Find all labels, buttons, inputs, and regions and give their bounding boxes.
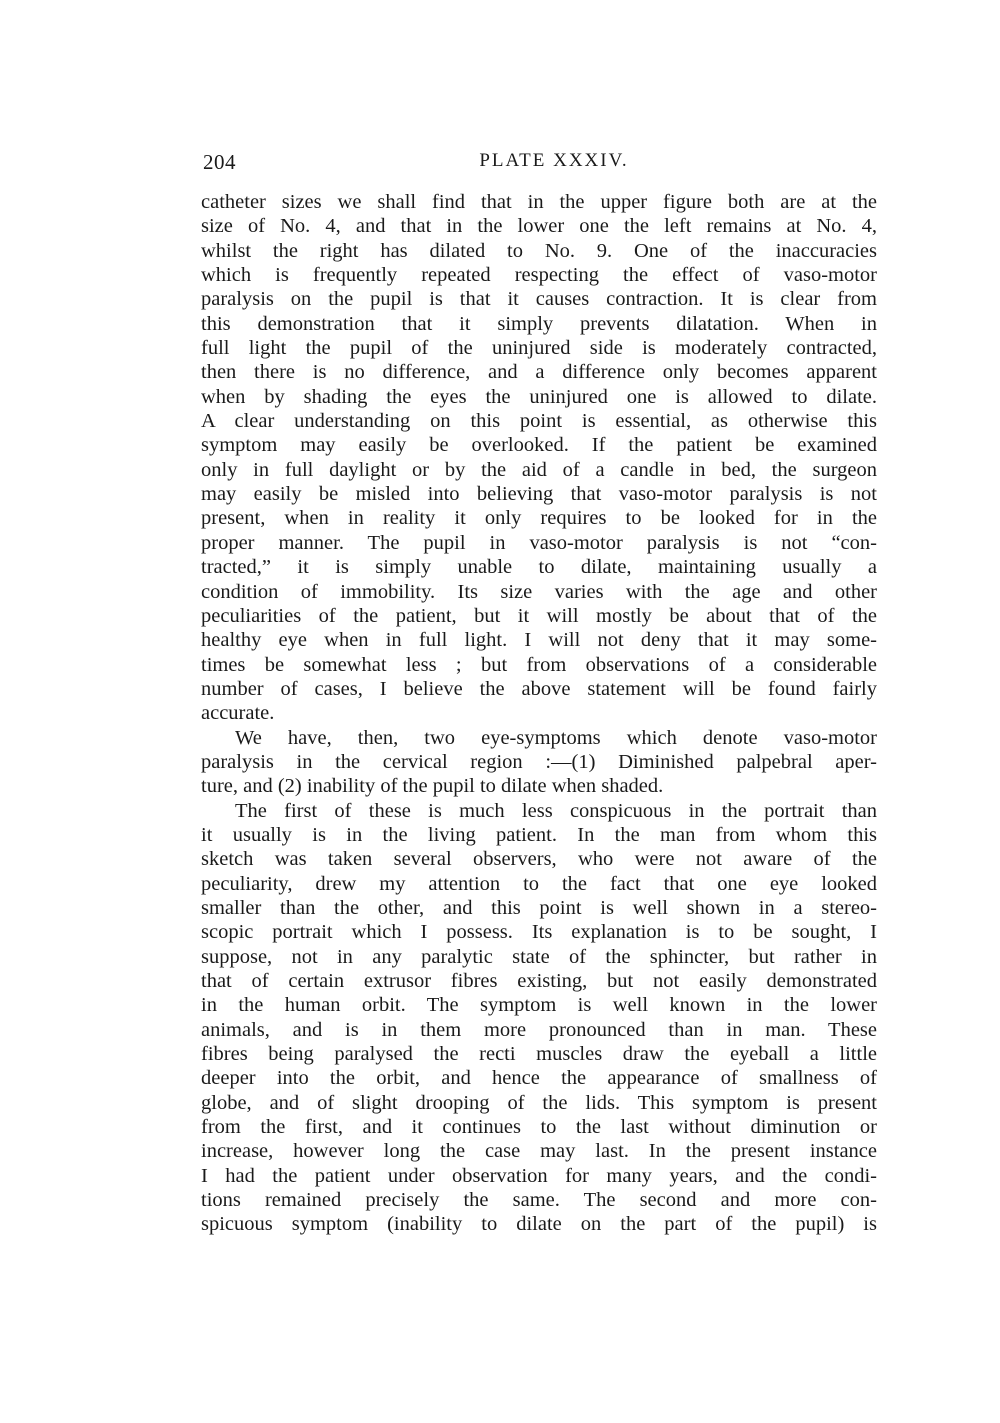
text-line: I had the patient under observation for many years, and the condi- bbox=[201, 1164, 877, 1187]
text-line: accurate. bbox=[201, 702, 275, 725]
text-line: it usually is in the living patient. In the man from whom this bbox=[201, 823, 877, 846]
page-number: 204 bbox=[203, 150, 236, 174]
text-line: in the human orbit. The symptom is well known in the lower bbox=[201, 994, 877, 1017]
text-line: proper manner. The pupil in vaso-motor paralysis is not “con- bbox=[201, 531, 877, 554]
text-line: may easily be misled into believing that vaso-motor paralysis is not bbox=[201, 483, 877, 506]
text-line: whilst the right has dilated to No. 9. One of the inaccuracies bbox=[201, 239, 877, 262]
text-line: peculiarities of the patient, but it will mostly be about that of the bbox=[201, 604, 877, 627]
text-line: tions remained precisely the same. The second and more con- bbox=[201, 1189, 877, 1212]
text-line: tracted,” it is simply unable to dilate, maintaining usually a bbox=[201, 556, 877, 579]
text-line: increase, however long the case may last. In the present instance bbox=[201, 1140, 877, 1163]
text-line: this demonstration that it simply prevents dilatation. When in bbox=[201, 312, 877, 335]
text-line: fibres being paralysed the recti muscles draw the eyeball a little bbox=[201, 1043, 877, 1066]
plate-title: PLATE XXXIV. bbox=[479, 150, 629, 171]
text-line: animals, and is in them more pronounced than in man. These bbox=[201, 1018, 877, 1041]
text-line: suppose, not in any paralytic state of the sphincter, but rather in bbox=[201, 945, 877, 968]
text-line: that of certain extrusor fibres existing, but not easily demonstrated bbox=[201, 970, 877, 992]
text-line: A clear understanding on this point is essential, as otherwise this bbox=[201, 410, 877, 433]
text-line: sketch was taken several observers, who were not aware of the bbox=[201, 848, 877, 871]
text-line: scopic portrait which I possess. Its explanation is to be sought, I bbox=[201, 921, 877, 944]
text-line: catheter sizes we shall find that in the upper figure both are at the bbox=[201, 191, 877, 213]
text-line: healthy eye when in full light. I will not deny that it may some- bbox=[201, 629, 877, 652]
text-line: We have, then, two eye-symptoms which denote vaso-motor bbox=[235, 726, 877, 749]
text-line: globe, and of slight drooping of the lids. This symptom is present bbox=[201, 1091, 877, 1114]
text-line: which is frequently repeated respecting the effect of vaso-motor bbox=[201, 264, 877, 287]
text-line: size of No. 4, and that in the lower one the left remains at No. 4, bbox=[201, 215, 877, 238]
text-line: spicuous symptom (inability to dilate on the part of the pupil) is bbox=[201, 1213, 877, 1236]
text-line: times be somewhat less ; but from observations of a considerable bbox=[201, 653, 877, 676]
text-line: number of cases, I believe the above statement will be found fairly bbox=[201, 677, 877, 700]
text-line: when by shading the eyes the uninjured one is allowed to dilate. bbox=[201, 385, 877, 408]
text-line: deeper into the orbit, and hence the appearance of smallness of bbox=[201, 1067, 877, 1090]
text-line: paralysis in the cervical region :—(1) Diminished palpebral aper- bbox=[201, 750, 877, 773]
text-line: from the first, and it continues to the last without diminution or bbox=[201, 1116, 877, 1139]
body-text bbox=[201, 190, 877, 1237]
text-line: condition of immobility. Its size varies with the age and other bbox=[201, 580, 877, 603]
text-line: only in full daylight or by the aid of a candle in bed, the surgeon bbox=[201, 458, 877, 481]
running-head bbox=[203, 150, 875, 180]
text-line: symptom may easily be overlooked. If the patient be examined bbox=[201, 434, 877, 457]
text-line: The first of these is much less conspicuous in the portrait than bbox=[235, 799, 877, 822]
text-line: ture, and (2) inability of the pupil to dilate when shaded. bbox=[201, 775, 664, 798]
text-line: paralysis on the pupil is that it causes contraction. It is clear from bbox=[201, 288, 877, 311]
text-line: present, when in reality it only requires to be looked for in the bbox=[201, 507, 877, 530]
text-line: smaller than the other, and this point is well shown in a stereo- bbox=[201, 896, 877, 919]
text-line: then there is no difference, and a difference only becomes apparent bbox=[201, 361, 877, 384]
text-line: full light the pupil of the uninjured side is moderately contracted, bbox=[201, 337, 877, 360]
text-line: peculiarity, drew my attention to the fact that one eye looked bbox=[201, 872, 877, 895]
